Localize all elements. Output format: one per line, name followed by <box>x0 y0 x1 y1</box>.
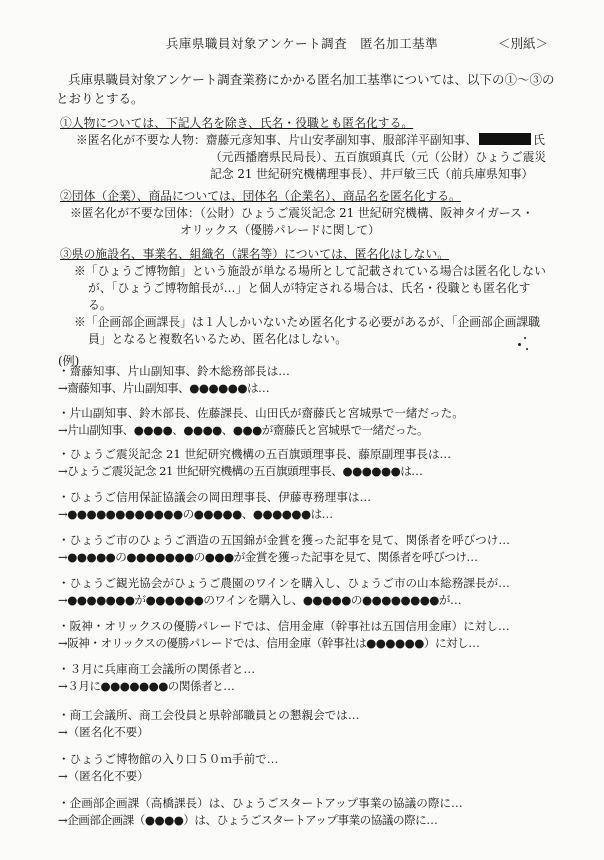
example-item <box>58 618 510 652</box>
example-item <box>58 661 255 695</box>
example-before: ・３月に兵庫商工会議所の関係者と… <box>58 662 256 676</box>
example-item <box>58 532 510 566</box>
scan-speck <box>518 343 521 346</box>
intro-paragraph: 兵庫県職員対象アンケート調査業務にかかる匿名加工基準については、以下の①～③のとおりとする。 <box>56 72 555 106</box>
example-before: ・片山副知事、鈴木部長、佐藤課長、山田氏が齋藤氏と宮城県で一緒だった。 <box>58 406 464 420</box>
examples-label: (例) <box>58 354 80 368</box>
scan-speck <box>526 348 528 350</box>
example-after: →齋藤知事、片山副知事、●●●●●●は… <box>58 381 270 395</box>
example-item <box>58 405 464 439</box>
example-item <box>58 363 290 397</box>
example-item <box>58 575 510 609</box>
scan-speck <box>524 337 526 339</box>
example-before: ・ひょうご震災記念 21 世紀研究機構の五百旗頭理事長、藤原副理事長は… <box>58 447 452 461</box>
example-before: ・ひょうご観光協会がひょうご農園のワインを購入し、ひょうご市の山本総務課長が… <box>58 576 510 590</box>
section-organizations-note: ※匿名化が不要な団体：（公財）ひょうご震災記念 21 世紀研究機構、阪神タイガース・オリックス（優勝パレードに関して） <box>70 206 534 237</box>
example-after: →ひょうご震災記念 21 世紀研究機構の五百旗頭理事長、●●●●●●は… <box>58 464 423 478</box>
example-before: ・商工会議所、商工会役員と県幹部職員との懇親会では… <box>58 708 360 722</box>
section-persons-heading: ①人物については、下記人名を除き、氏名・役職とも匿名化する。 <box>60 116 414 130</box>
example-item <box>58 489 371 523</box>
redaction-box <box>479 133 531 145</box>
section-persons-note-c: （元西播磨県民局長）、五百旗頭真氏（元（公財）ひょうご震災記念 21 世紀研究機構理事長）、井戸敏三氏（前兵庫県知事） <box>210 150 547 181</box>
section-persons-note-b: 氏 <box>533 133 545 147</box>
example-after: →●●●●●●●が●●●●●●のワインを購入し、●●●●●の●●●●●●●●が… <box>58 593 462 607</box>
example-item <box>58 751 278 785</box>
document-title: 兵庫県職員対象アンケート調査 匿名加工基準 <box>165 36 439 51</box>
section-organizations <box>60 188 560 239</box>
example-after: →（匿名化不要） <box>58 725 149 739</box>
section-facilities-heading: ③県の施設名、事業名、組織名（課名等）については、匿名化はしない。 <box>60 247 450 261</box>
example-after: →●●●●●の●●●●●●●の●●●が金賞を獲った記事を見て、関係者を呼びつけ… <box>58 550 478 564</box>
section-persons-note <box>60 132 552 183</box>
example-before: ・ひょうご市のひょうご酒造の五国錦が金賞を獲った記事を見て、関係者を呼びつけ… <box>58 533 510 547</box>
example-after: →３月に●●●●●●●の関係者と… <box>58 679 235 693</box>
annex-label: ＜別紙＞ <box>497 36 548 51</box>
example-before: ・企画部企画課（高橋課長）は、ひょうごスタートアップ事業の協議の際に… <box>58 796 463 810</box>
section-facilities-note2: ※「企画部企画課長」は１人しかいないため匿名化する必要があるが、「企画部企画課職員」となると複数名いるため、匿名化はしない。 <box>74 315 540 346</box>
section-facilities-note1: ※「ひょうご博物館」という施設が単なる場所として記載されている場合は匿名化しないが、「ひょうご博物館長が…」と個人が特定される場合は、氏名・役職とも匿名化する。 <box>74 264 546 312</box>
example-before: ・ひょうご信用保証協議会の岡田理事長、伊藤専務理事は… <box>58 490 372 504</box>
example-before: ・齋藤知事、片山副知事、鈴木総務部長は… <box>58 364 290 378</box>
example-after: →企画部企画課（●●●●）は、ひょうごスタートアップ事業の協議の際に… <box>58 813 438 827</box>
example-after: →阪神・オリックスの優勝パレードでは、信用金庫（幹事社は●●●●●●）に対し… <box>58 636 480 650</box>
section-facilities <box>60 246 560 348</box>
section-persons-note-a: ※匿名化が不要な人物：齋藤元彦知事、片山安孝副知事、服部洋平副知事、 <box>76 133 478 147</box>
example-item <box>58 446 451 480</box>
section-organizations-heading: ②団体（企業）、商品については、団体名（企業名）、商品名を匿名化する。 <box>60 189 461 203</box>
example-item <box>58 795 463 829</box>
example-before: ・ひょうご博物館の入り口５０ｍ手前で… <box>58 752 279 766</box>
section-persons <box>60 115 560 183</box>
example-after: →●●●●●●●●●●●●の●●●●●、●●●●●●は… <box>58 507 333 521</box>
example-after: →片山副知事、●●●●、●●●●、●●●が齋藤氏と宮城県で一緒だった。 <box>58 423 429 437</box>
example-after: →（匿名化不要） <box>58 769 149 783</box>
example-before: ・阪神・オリックスの優勝パレードでは、信用金庫（幹事社は五国信用金庫）に対し… <box>58 619 510 633</box>
example-item <box>58 707 359 741</box>
